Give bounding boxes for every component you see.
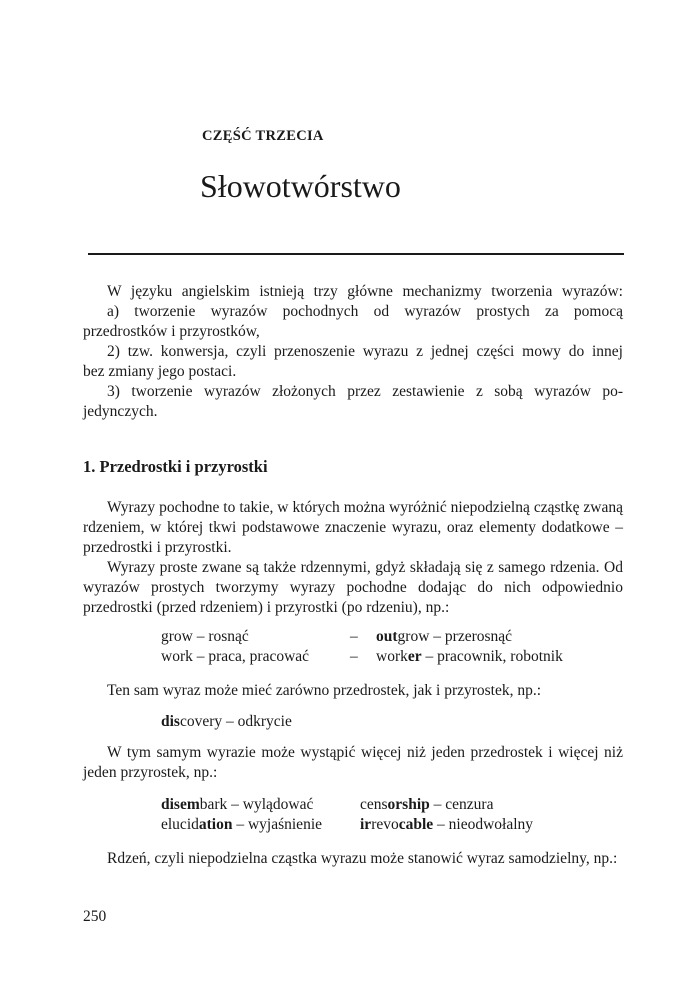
example-simple: work – praca, pracować xyxy=(161,648,310,665)
example-single xyxy=(161,712,292,732)
chapter-title: Słowotwórstwo xyxy=(200,168,401,204)
example-word: irrevocable – nieodwołalny xyxy=(360,816,534,833)
affix: er xyxy=(407,648,422,665)
sentence xyxy=(83,849,623,869)
paragraph: Wyrazy proste zwane są także rdzennymi, gdyż składają się z samego rdzenia. Od wyrazów prostych tworzymy wyrazy pochodne dodając do nich odpowiednio przedrostki (przed rdzeniem) i przyrostki (po rdzeniu), np.: xyxy=(83,559,623,616)
affix: out xyxy=(376,628,398,645)
section-body xyxy=(83,498,623,618)
example-word: censorship – cenzura xyxy=(360,796,494,813)
paragraph: Rdzeń, czyli niepodzielna cząstka wyrazu może stanowić wyraz samodzielny, np.: xyxy=(107,850,618,867)
title-divider xyxy=(88,253,624,255)
intro-item-2: 2) tzw. konwersja, czyli przenoszenie wyrazu z jednej części mowy do innej xyxy=(107,343,623,360)
intro-paragraph xyxy=(83,282,623,422)
example-derived: outgrow – przerosnąć xyxy=(376,628,513,645)
example-simple: grow – rosnąć xyxy=(161,628,249,645)
intro-item-a-cont: przedrostków i przyrostków, xyxy=(83,323,260,340)
example-word: disembark – wylądować xyxy=(161,796,314,813)
intro-item-3: 3) tworzenie wyrazów złożonych przez zestawienie z sobą wyrazów po- xyxy=(107,383,623,400)
example-dash: – xyxy=(350,648,358,665)
section-heading: 1. Przedrostki i przyrostki xyxy=(83,457,268,476)
example-derived: worker – pracownik, robotnik xyxy=(376,648,563,665)
page-number: 250 xyxy=(83,908,107,925)
paragraph: Wyrazy pochodne to takie, w których można wyróżnić niepodzielną cząstkę zwaną rdzeniem, w której tkwi podstawowe znaczenie wyrazu, oraz elementy dodatkowe – przedrostki i przyrostki. xyxy=(83,499,623,556)
part-label: CZĘŚĆ TRZECIA xyxy=(202,128,324,144)
paragraph: W tym samym wyrazie może wystąpić więcej niż jeden przedrostek i więcej niż jeden przyrostek, np.: xyxy=(83,744,623,781)
intro-item-2-cont: bez zmiany jego postaci. xyxy=(83,363,237,380)
intro-item-3-cont: jedynczych. xyxy=(83,403,158,420)
sentence xyxy=(83,681,623,701)
paragraph: Ten sam wyraz może mieć zarówno przedrostek, jak i przyrostek, np.: xyxy=(107,682,542,699)
affix: dis xyxy=(161,713,180,730)
intro-item-a: a) tworzenie wyrazów pochodnych od wyrazów prostych za pomocą xyxy=(107,303,623,320)
intro-line: W języku angielskim istnieją trzy główne mechanizmy tworzenia wyrazów: xyxy=(107,283,623,300)
example-word: elucidation – wyjaśnienie xyxy=(161,816,323,833)
example-dash: – xyxy=(350,628,358,645)
sentence xyxy=(83,743,623,783)
example-text: covery – odkrycie xyxy=(179,713,292,730)
